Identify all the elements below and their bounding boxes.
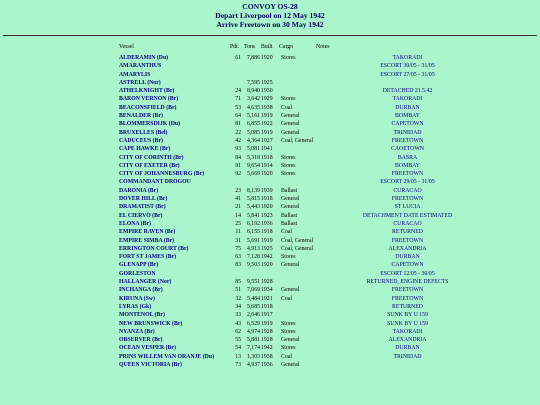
pdt-cell: 81 — [235, 121, 241, 128]
cargo-cell: Coal — [281, 295, 292, 302]
table-row — [0, 54, 540, 62]
cargo-cell: Coal, General — [281, 237, 314, 244]
cargo-cell: Stores — [281, 171, 296, 178]
tons-cell: 7,595 — [246, 79, 260, 86]
notes-cell: BOMBAY — [395, 162, 420, 169]
vessel-name: ATHELKNIGHT (Br) — [119, 88, 175, 95]
notes-cell: FREETOWN — [391, 237, 424, 244]
column-header-built: Built — [261, 44, 273, 50]
pdt-cell: 21 — [235, 204, 241, 211]
vessel-name: AMARYLIS — [119, 71, 151, 78]
notes-cell: CURACAO — [393, 220, 422, 227]
notes-cell: CAOETOWN — [390, 146, 425, 153]
built-cell: 1919 — [261, 129, 273, 136]
table-row — [0, 278, 540, 286]
pdt-cell: 55 — [235, 337, 241, 344]
built-cell: 1920 — [261, 171, 273, 178]
tons-cell: 4,974 — [246, 328, 260, 335]
built-cell: 1922 — [261, 121, 273, 128]
built-cell: 1918 — [261, 229, 273, 236]
pdt-cell: 34 — [235, 303, 241, 310]
table-row — [0, 311, 540, 319]
built-cell: 1939 — [261, 187, 273, 194]
vessel-name: EL CIERVO (Br) — [119, 212, 163, 219]
table-row — [0, 170, 540, 178]
built-cell: 1938 — [261, 104, 273, 111]
vessel-name: GORLESTON — [119, 270, 156, 277]
column-header-pdt: Pdt. — [230, 44, 240, 50]
built-cell: 1920 — [261, 262, 273, 269]
tons-cell: 4,937 — [246, 361, 260, 368]
pdt-cell: 62 — [235, 328, 241, 335]
table-row — [0, 353, 540, 361]
vessel-name: BEACONSFIELD (Br) — [119, 104, 177, 111]
pdt-cell: 85 — [235, 279, 241, 286]
notes-cell: TAKORADI — [392, 96, 423, 103]
tons-cell: 5,881 — [246, 337, 260, 344]
tons-cell: 5,841 — [246, 212, 260, 219]
pdt-cell: 61 — [235, 55, 241, 61]
vessel-name: DOVER HILL (Br) — [119, 196, 168, 203]
table-row — [0, 228, 540, 236]
notes-cell: FREETOWN — [391, 295, 424, 302]
vessel-name: COMMANDANT DROGOU — [119, 179, 191, 186]
table-row — [0, 245, 540, 253]
notes-cell: ESCORT 30/05 - 31/05 — [380, 63, 435, 70]
pdt-cell: 31 — [235, 237, 241, 244]
vessel-name: HALLANGER (Nor) — [119, 279, 172, 286]
built-cell: 1934 — [261, 287, 273, 294]
vessel-name: ERRINGTON COURT (Br) — [119, 245, 189, 252]
notes-cell: TRINIDAD — [393, 129, 422, 136]
table-row — [0, 203, 540, 211]
pdt-cell: 63 — [235, 254, 241, 261]
table-row — [0, 220, 540, 228]
vessel-name: OCEAN VESPER (Br) — [119, 345, 176, 352]
vessel-name: BARON VERNON (Br) — [119, 96, 179, 103]
built-cell: 1927 — [261, 137, 273, 144]
table-row — [0, 253, 540, 261]
tons-cell: 4,635 — [246, 104, 260, 111]
vessel-name: EMPIRE RAVEN (Br) — [119, 229, 176, 236]
notes-cell: CURACAO — [393, 187, 422, 194]
page-title: CONVOY OS-28 — [242, 2, 298, 11]
pdt-cell: 73 — [235, 361, 241, 368]
built-cell: 1925 — [261, 245, 273, 252]
table-row — [0, 344, 540, 352]
notes-cell: ESCORT 12/05 - 30/05 — [380, 270, 435, 277]
cargo-cell: Coal — [281, 229, 292, 236]
built-cell: 1936 — [261, 220, 273, 227]
table-row — [0, 336, 540, 344]
pdt-cell: 64 — [235, 113, 241, 120]
pdt-cell: 33 — [235, 312, 241, 319]
built-cell: 1923 — [261, 212, 273, 219]
vessel-name: CITY OF CORINTH (Br) — [119, 154, 184, 161]
notes-cell: DETACHMENT DATE ESTIMATED — [362, 212, 453, 219]
tons-cell: 6,855 — [246, 121, 260, 128]
notes-cell: ALEXANDRIA — [388, 245, 427, 252]
vessel-name: QUEEN VICTORIA (Br) — [119, 361, 182, 368]
tons-cell: 5,161 — [246, 113, 260, 120]
cargo-cell: Coal — [281, 353, 292, 360]
tons-cell: 7,128 — [246, 254, 260, 261]
notes-cell: ST LUCIA — [394, 204, 421, 211]
cargo-cell: Coal — [281, 104, 292, 111]
table-row — [0, 295, 540, 303]
built-cell: 1941 — [261, 146, 273, 153]
notes-cell: BASRA — [397, 154, 418, 161]
notes-cell: FREETOWN — [391, 196, 424, 203]
table-row — [0, 303, 540, 311]
pdt-cell: 91 — [235, 162, 241, 169]
pdt-cell: 83 — [235, 262, 241, 269]
built-cell: 1919 — [261, 237, 273, 244]
cargo-cell: Coal, General — [281, 137, 314, 144]
built-cell: 1917 — [261, 312, 273, 319]
cargo-cell: General — [281, 287, 300, 294]
table-row — [0, 195, 540, 203]
table-row — [0, 145, 540, 153]
pdt-cell: 13 — [235, 353, 241, 360]
vessel-name: DARONIA (Br) — [119, 187, 159, 194]
table-row — [0, 328, 540, 336]
vessel-name: LYRAS (Gk) — [119, 303, 152, 310]
tons-cell: 6,155 — [246, 229, 260, 236]
notes-cell: RETURNED — [392, 303, 423, 310]
pdt-cell: 54 — [235, 345, 241, 352]
column-header-notes: Notes — [316, 44, 330, 50]
vessel-name: ASTRELL (Nor) — [119, 79, 161, 86]
notes-cell: ALEXANDRIA — [388, 337, 427, 344]
built-cell: 1928 — [261, 279, 273, 286]
vessel-name: BRUXELLES (Bel) — [119, 129, 168, 136]
tons-cell: 2,646 — [246, 312, 260, 319]
pdt-cell: 24 — [235, 88, 241, 95]
built-cell: 1920 — [261, 204, 273, 211]
built-cell: 1918 — [261, 154, 273, 161]
tons-cell: 5,443 — [246, 204, 260, 211]
pdt-cell: 14 — [235, 212, 241, 219]
cargo-cell: General — [281, 121, 300, 128]
built-cell: 1942 — [261, 254, 273, 261]
vessel-name: BLOMMERSDIJK (Du) — [119, 121, 181, 128]
table-row — [0, 79, 540, 87]
table-row — [0, 104, 540, 112]
pdt-cell: 53 — [235, 104, 241, 111]
vessel-name: MONTENOL (Br) — [119, 312, 165, 319]
table-row — [0, 286, 540, 294]
vessel-name: AMARANTHUS — [119, 63, 162, 70]
cargo-cell: General — [281, 204, 300, 211]
cargo-cell: Stores — [281, 320, 296, 327]
tons-cell: 9,551 — [246, 279, 260, 286]
tons-cell: 7,886 — [246, 55, 260, 61]
tons-cell: 5,815 — [246, 196, 260, 203]
pdt-cell: 93 — [235, 146, 241, 153]
vessel-name: KIRUNA (Sw) — [119, 295, 155, 302]
notes-cell: SUNK BY U 159 — [387, 320, 428, 327]
column-header-tons: Tons — [244, 44, 256, 50]
cargo-cell: Ballast — [281, 212, 298, 219]
table-row — [0, 95, 540, 103]
cargo-cell: General — [281, 196, 300, 203]
tons-cell: 4,364 — [246, 137, 260, 144]
built-cell: 1918 — [261, 196, 273, 203]
built-cell: 1920 — [261, 55, 273, 61]
convoy-table — [0, 54, 540, 369]
notes-cell: SUNK BY U 159 — [387, 312, 428, 319]
built-cell: 1925 — [261, 79, 273, 86]
table-row — [0, 62, 540, 70]
tons-cell: 5,081 — [246, 146, 260, 153]
pdt-cell: 25 — [235, 220, 241, 227]
built-cell: 1928 — [261, 328, 273, 335]
table-row — [0, 178, 540, 186]
pdt-cell: 71 — [235, 96, 241, 103]
tons-cell: 5,318 — [246, 154, 260, 161]
pdt-cell: 42 — [235, 137, 241, 144]
notes-cell: FREETOWN — [391, 137, 424, 144]
built-cell: 1928 — [261, 337, 273, 344]
tons-cell: 5,085 — [246, 129, 260, 136]
tons-cell: 9,503 — [246, 262, 260, 269]
pdt-cell: 32 — [235, 295, 241, 302]
table-row — [0, 237, 540, 245]
table-row — [0, 71, 540, 79]
tons-cell: 3,642 — [246, 96, 260, 103]
vessel-name: OBSERVER (Br) — [119, 337, 163, 344]
table-row — [0, 112, 540, 120]
built-cell: 1919 — [261, 113, 273, 120]
table-row — [0, 162, 540, 170]
notes-cell: TAKORADI — [392, 328, 423, 335]
built-cell: 1930 — [261, 88, 273, 95]
notes-cell: CAPETOWN — [391, 121, 424, 128]
pdt-cell: 11 — [235, 229, 241, 236]
vessel-name: NYANZA (Br) — [119, 328, 155, 335]
table-row — [0, 320, 540, 328]
column-header-cargo: Cargo — [279, 44, 294, 50]
cargo-cell: Stores — [281, 55, 296, 61]
cargo-cell: Ballast — [281, 187, 298, 194]
vessel-name: NEW BRUNSWICK (Br) — [119, 320, 183, 327]
pdt-cell: 75 — [235, 245, 241, 252]
pdt-cell: 84 — [235, 154, 241, 161]
vessel-name: PRINS WILLEM VAN ORANJE (Du) — [119, 353, 215, 360]
notes-cell: ESCORT 27/05 - 31/05 — [380, 71, 435, 78]
notes-cell: CAPETOWN — [391, 262, 424, 269]
table-row — [0, 137, 540, 145]
tons-cell: 4,913 — [246, 245, 260, 252]
built-cell: 1942 — [261, 345, 273, 352]
cargo-cell: General — [281, 337, 300, 344]
vessel-name: DRAMATIST (Br) — [119, 204, 166, 211]
notes-cell: BOMBAY — [395, 113, 420, 120]
pdt-cell: 22 — [235, 129, 241, 136]
tons-cell: 5,691 — [246, 237, 260, 244]
vessel-name: ELONA (Br) — [119, 220, 152, 227]
tons-cell: 1,303 — [246, 353, 260, 360]
column-header-vessel: Vessel — [119, 44, 134, 50]
table-row — [0, 270, 540, 278]
cargo-cell: General — [281, 113, 300, 120]
cargo-cell: Stores — [281, 154, 296, 161]
vessel-name: GLENAPP (Br) — [119, 262, 159, 269]
built-cell: 1918 — [261, 303, 273, 310]
pdt-cell: 41 — [235, 196, 241, 203]
tons-cell: 5,669 — [246, 171, 260, 178]
tons-cell: 5,484 — [246, 295, 260, 302]
built-cell: 1929 — [261, 96, 273, 103]
notes-cell: DURBAN — [395, 254, 420, 261]
cargo-cell: General — [281, 262, 300, 269]
table-row — [0, 261, 540, 269]
tons-cell: 9,654 — [246, 162, 260, 169]
cargo-cell: General — [281, 361, 300, 368]
vessel-name: BENALDER (Br) — [119, 113, 163, 120]
tons-cell: 6,192 — [246, 220, 260, 227]
arrival-line: Arrive Freetown on 30 May 1942 — [216, 20, 324, 29]
tons-cell: 8,940 — [246, 88, 260, 95]
pdt-cell: 23 — [235, 187, 241, 194]
vessel-name: CAPE HAWKE (Br) — [119, 146, 171, 153]
table-row — [0, 87, 540, 95]
table-row — [0, 212, 540, 220]
pdt-cell: 43 — [235, 320, 241, 327]
tons-cell: 8,139 — [246, 187, 260, 194]
vessel-name: CITY OF JOHANNESBURG (Br) — [119, 171, 205, 178]
built-cell: 1938 — [261, 353, 273, 360]
table-row — [0, 361, 540, 369]
notes-cell: TAKORADI — [392, 55, 423, 61]
built-cell: 1936 — [261, 361, 273, 368]
notes-cell: FREETOWN — [391, 287, 424, 294]
notes-cell: TRINIDAD — [393, 353, 422, 360]
vessel-name: CITY OF EXETER (Br) — [119, 162, 180, 169]
notes-cell: DURBAN — [395, 104, 420, 111]
vessel-name: EMPIRE SIMBA (Br) — [119, 237, 175, 244]
notes-cell: RETURNED, ENGINE DEFECTS — [366, 279, 449, 286]
table-row — [0, 129, 540, 137]
table-row — [0, 187, 540, 195]
cargo-cell: General — [281, 129, 300, 136]
departure-line: Depart Liverpool on 12 May 1942 — [215, 11, 325, 20]
pdt-cell: 51 — [235, 287, 241, 294]
notes-cell: DETACHED 21.5.42 — [382, 88, 433, 95]
pdt-cell: 92 — [235, 171, 241, 178]
notes-cell: FREETOWN — [391, 171, 424, 178]
vessel-name: CADUCEUS (Br) — [119, 137, 163, 144]
cargo-cell: Stores — [281, 162, 296, 169]
notes-cell: RETURNED — [392, 229, 423, 236]
cargo-cell: Stores — [281, 328, 296, 335]
header-divider — [3, 35, 537, 36]
cargo-cell: Ballast — [281, 220, 298, 227]
cargo-cell: Stores — [281, 254, 296, 261]
cargo-cell: Stores — [281, 345, 296, 352]
tons-cell: 6,529 — [246, 320, 260, 327]
cargo-cell: Stores — [281, 96, 296, 103]
built-cell: 1919 — [261, 320, 273, 327]
vessel-name: ALDERAMIN (Du) — [119, 55, 169, 61]
built-cell: 1914 — [261, 162, 273, 169]
notes-cell: ESCORT 29/05 - 31/05 — [380, 179, 435, 186]
tons-cell: 7,069 — [246, 287, 260, 294]
table-row — [0, 120, 540, 128]
table-row — [0, 154, 540, 162]
vessel-name: FORT ST JAMES (Br) — [119, 254, 177, 261]
tons-cell: 5,685 — [246, 303, 260, 310]
tons-cell: 7,174 — [246, 345, 260, 352]
vessel-name: INCHANGA (Br) — [119, 287, 163, 294]
cargo-cell: Coal, General — [281, 245, 314, 252]
built-cell: 1921 — [261, 295, 273, 302]
notes-cell: DURBAN — [395, 345, 420, 352]
